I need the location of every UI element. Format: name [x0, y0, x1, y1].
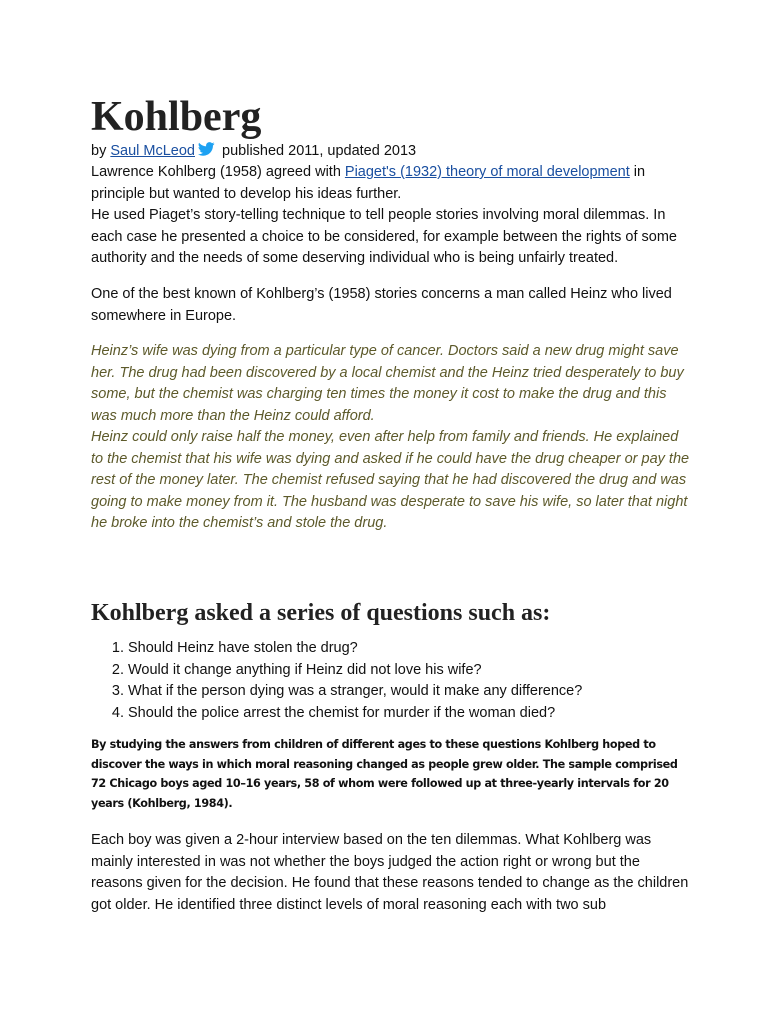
question-item-1: 1. Should Heinz have stolen the drug?	[128, 638, 582, 660]
byline	[91, 141, 416, 163]
questions-list	[91, 638, 582, 724]
story-paragraph-2: Heinz could only raise half the money, even after help from family and friends. He explained to the chemist that his wife was dying and asked if he could have the drug cheaper or pay the rest of the money later. The chemist refused saying that he had discovered the drug and was going to make money from it. The husband was desperate to save his wife, so later that night he broke into the chemist’s and stole the drug.	[91, 429, 690, 531]
questions-heading: Kohlberg asked a series of questions such as:	[91, 600, 551, 626]
story-paragraph-1: Heinz’s wife was dying from a particular type of cancer. Doctors said a new drug might save her. The drug had been discovered by a local chemist and the Heinz tried desperately to buy some, but the chemist was charging ten times the money it cost to make the drug and this was much more than the Heinz could afford.	[91, 343, 684, 424]
intro-text-after: in principle but wanted to develop his ideas further.	[91, 164, 646, 202]
story-intro-paragraph: One of the best known of Kohlberg’s (1958) stories concerns a man called Heinz who lived somewhere in Europe.	[91, 286, 672, 324]
piaget-theory-link[interactable]: Piaget's (1932) theory of moral development	[344, 164, 630, 180]
question-item-4: 4. Should the police arrest the chemist for murder if the woman died?	[128, 703, 582, 725]
twitter-bird-icon[interactable]	[198, 142, 215, 156]
question-item-2: 2. Would it change anything if Heinz did not love his wife?	[128, 660, 582, 682]
method-paragraph: He used Piaget’s story-telling technique to tell people stories involving moral dilemmas. In each case he presented a choice to be considered, for example between the rights of some authority and the needs of some deserving individual who is being unfairly treated.	[91, 207, 677, 266]
intro-text-before: Lawrence Kohlberg (1958) agreed with	[91, 164, 345, 180]
article-title: Kohlberg	[91, 94, 262, 140]
publish-date: published 2011, updated 2013	[222, 143, 417, 159]
question-item-3: 3. What if the person dying was a stranger, would it make any difference?	[128, 681, 582, 703]
intro-paragraph	[91, 162, 691, 205]
study-paragraph: By studying the answers from children of different ages to these questions Kohlberg hoped to discover the ways in which moral reasoning changed as people grew older. The sample comprised 72 Chicago boys aged 10–16 years, 58 of whom were followed up at three-yearly intervals for 20 years (Kohlberg, 1984).	[91, 738, 678, 810]
interview-paragraph: Each boy was given a 2-hour interview based on the ten dilemmas. What Kohlberg was mainly interested in was not whether the boys judged the action right or wrong but the reasons given for the decision. He found that these reasons tended to change as the children got older. He identified three distinct levels of moral reasoning each with two sub	[91, 832, 689, 913]
byline-prefix: by	[91, 143, 107, 159]
author-link[interactable]: Saul McLeod	[110, 143, 195, 159]
heinz-story	[91, 341, 691, 535]
